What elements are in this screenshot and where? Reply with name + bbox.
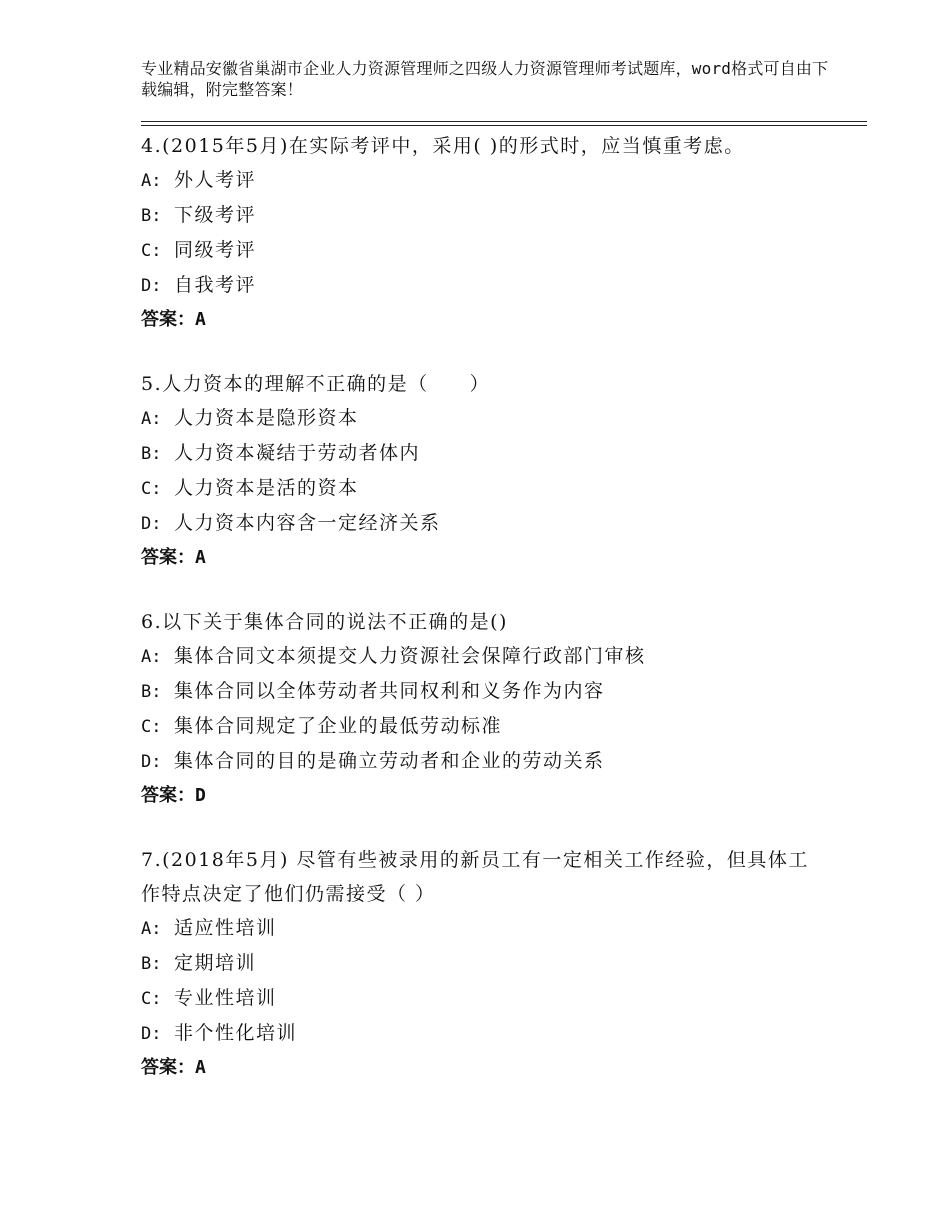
answer-line (141, 541, 841, 575)
answer-line (141, 1051, 841, 1085)
option-key: C: (141, 479, 162, 499)
option-d (141, 268, 841, 303)
question-stem: 6.以下关于集体合同的说法不正确的是() (141, 611, 508, 633)
answer-value: A (195, 309, 206, 330)
option-text: 外人考评 (174, 169, 257, 191)
option-key: C: (141, 241, 162, 261)
option-key: B: (141, 444, 162, 464)
option-key: A: (141, 647, 162, 667)
question-stem: 5.人力资本的理解不正确的是（ ） (141, 373, 491, 395)
option-a (141, 401, 841, 436)
question-list (141, 129, 841, 1115)
header-rule-bottom (141, 125, 867, 126)
answer-label: 答案： (141, 1057, 195, 1078)
answer-value: A (195, 547, 206, 568)
option-text: 人力资本凝结于劳动者体内 (174, 442, 421, 464)
option-d (141, 744, 841, 779)
answer-line (141, 779, 841, 813)
option-d (141, 506, 841, 541)
option-a (141, 911, 841, 946)
option-text: 集体合同文本须提交人力资源社会保障行政部门审核 (174, 645, 646, 667)
option-key: B: (141, 206, 162, 226)
option-text: 定期培训 (174, 952, 257, 974)
option-b (141, 674, 841, 709)
option-d (141, 1016, 841, 1051)
option-key: D: (141, 1024, 162, 1044)
option-text: 人力资本内容含一定经济关系 (174, 512, 441, 534)
option-a (141, 639, 841, 674)
option-key: A: (141, 409, 162, 429)
option-b (141, 436, 841, 471)
option-b (141, 946, 841, 981)
answer-label: 答案： (141, 309, 195, 330)
option-key: B: (141, 954, 162, 974)
option-key: D: (141, 752, 162, 772)
option-text: 自我考评 (174, 274, 257, 296)
option-key: D: (141, 514, 162, 534)
option-c (141, 233, 841, 268)
option-text: 集体合同规定了企业的最低劳动标准 (174, 715, 503, 737)
option-b (141, 198, 841, 233)
document-header: 专业精品安徽省巢湖市企业人力资源管理师之四级人力资源管理师考试题库，word格式可自由下载编辑，附完整答案！ (141, 59, 829, 99)
question-stem: 7.(2018年5月) 尽管有些被录用的新员工有一定相关工作经验，但具体工作特点决定了他们仍需接受（ ） (141, 849, 809, 905)
question-item (141, 843, 841, 1085)
option-text: 人力资本是活的资本 (174, 477, 359, 499)
question-stem: 4.(2015年5月)在实际考评中，采用( )的形式时，应当慎重考虑。 (141, 135, 745, 157)
option-a (141, 163, 841, 198)
option-text: 非个性化培训 (174, 1022, 298, 1044)
question-item (141, 129, 841, 337)
answer-value: A (195, 1057, 206, 1078)
option-text: 适应性培训 (174, 917, 277, 939)
option-text: 集体合同的目的是确立劳动者和企业的劳动关系 (174, 750, 605, 772)
option-text: 集体合同以全体劳动者共同权利和义务作为内容 (174, 680, 605, 702)
answer-label: 答案： (141, 547, 195, 568)
option-c (141, 471, 841, 506)
option-key: B: (141, 682, 162, 702)
option-c (141, 709, 841, 744)
option-text: 专业性培训 (174, 987, 277, 1009)
answer-label: 答案： (141, 785, 195, 806)
answer-line (141, 303, 841, 337)
option-key: A: (141, 919, 162, 939)
option-text: 同级考评 (174, 239, 257, 261)
header-rule-top (141, 121, 867, 122)
answer-value: D (195, 785, 206, 806)
option-key: C: (141, 989, 162, 1009)
option-text: 下级考评 (174, 204, 257, 226)
option-text: 人力资本是隐形资本 (174, 407, 359, 429)
option-key: A: (141, 171, 162, 191)
question-item (141, 605, 841, 813)
option-key: C: (141, 717, 162, 737)
question-item (141, 367, 841, 575)
option-key: D: (141, 276, 162, 296)
option-c (141, 981, 841, 1016)
